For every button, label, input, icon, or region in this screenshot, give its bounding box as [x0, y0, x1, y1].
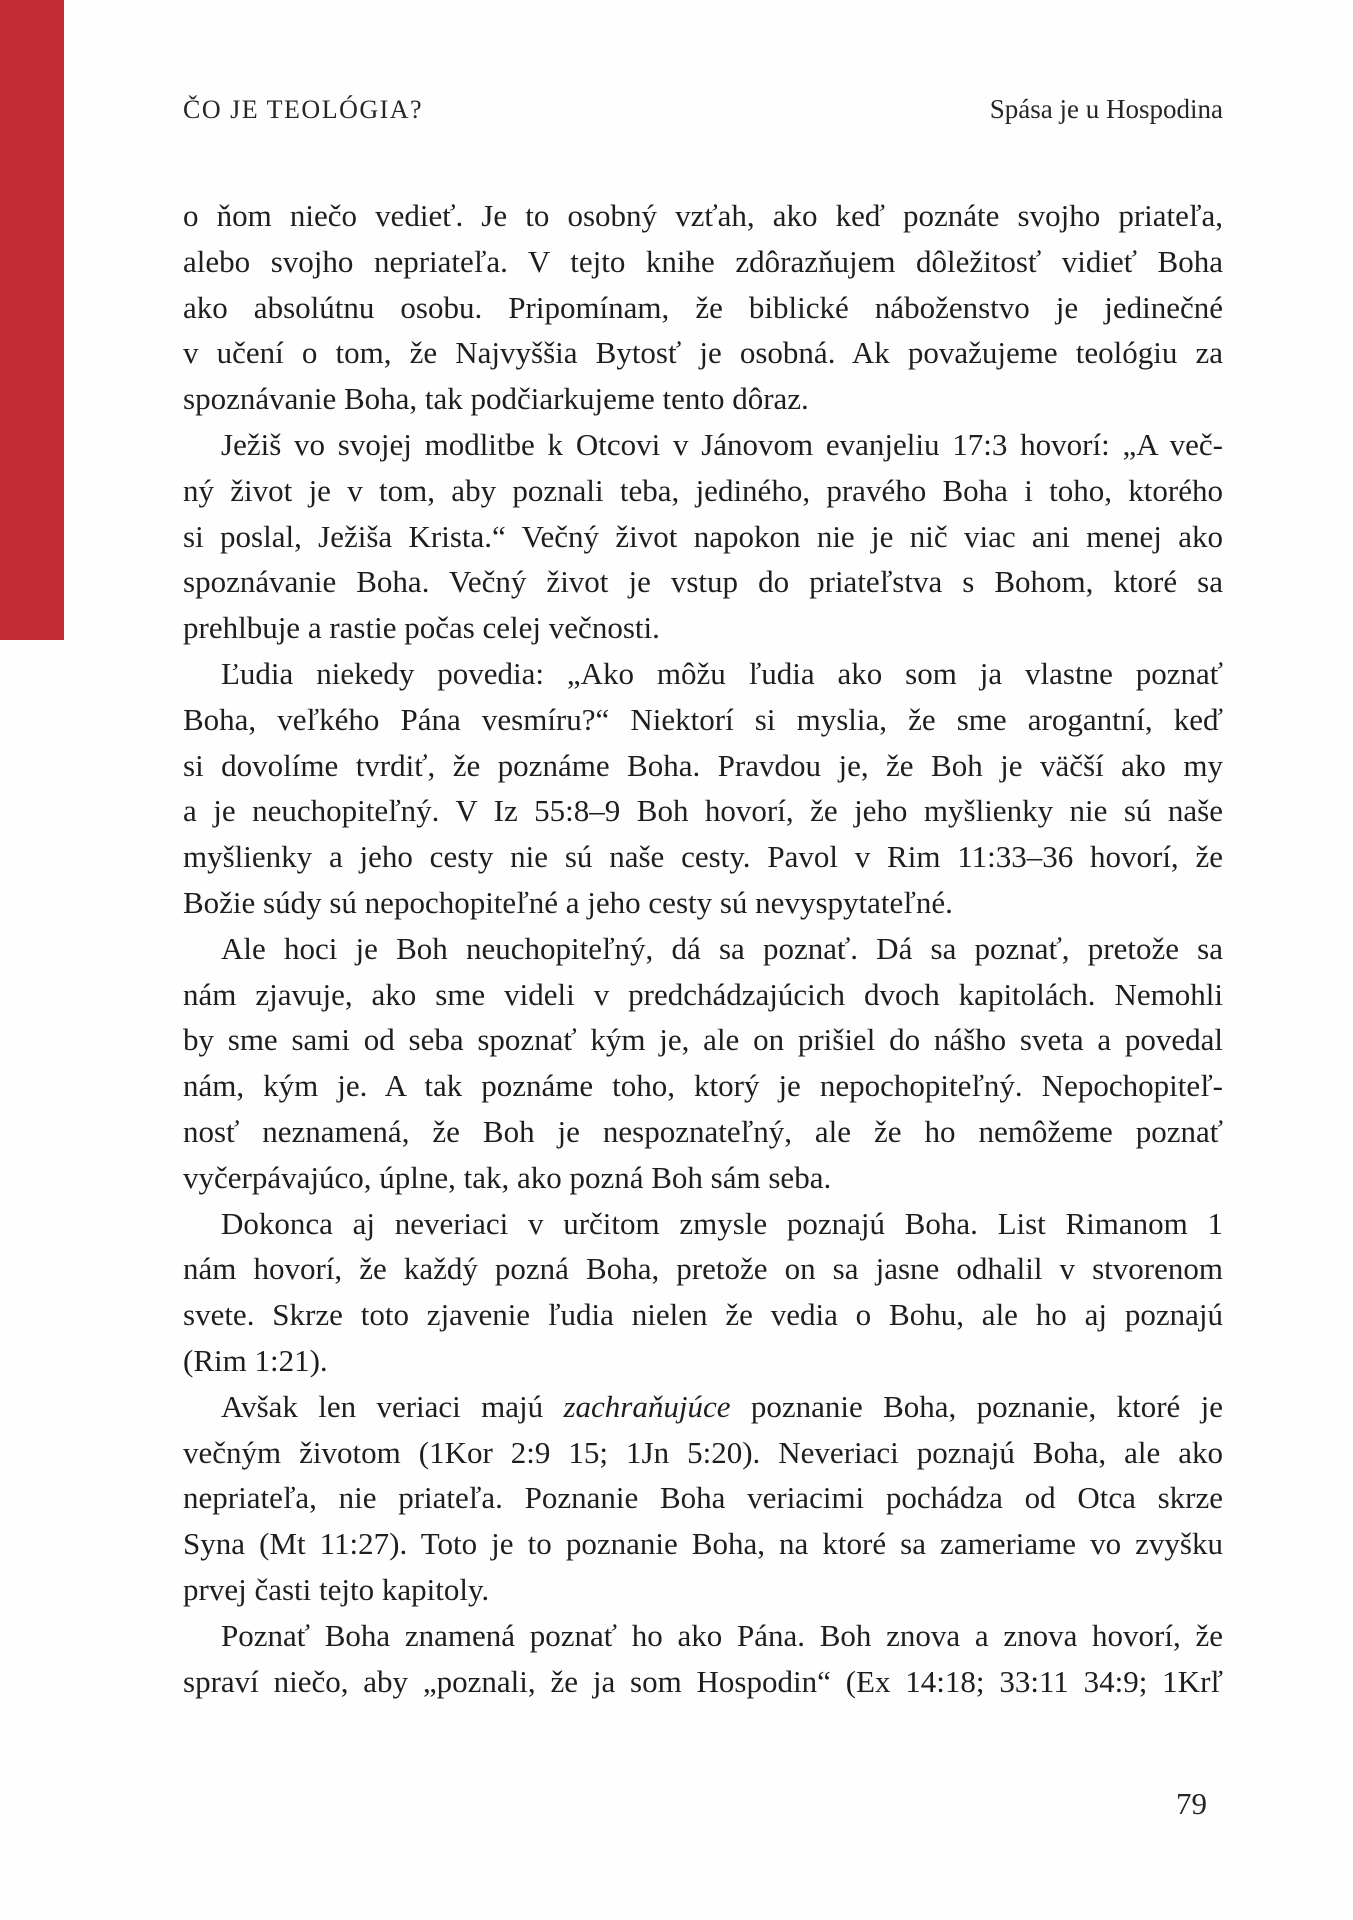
text-line: nám hovorí, že každý pozná Boha, pretože on sa jasne odhalil v stvorenom [183, 1251, 1223, 1287]
text-line: alebo svojho nepriateľa. V tejto knihe zdôrazňujem dôležitosť vidieť Boha [183, 243, 1223, 279]
text-line: nepriateľa, nie priateľa. Poznanie Boha veriacimi pochádza od Otca skrze [183, 1480, 1223, 1516]
text-line: si poslal, Ježiša Krista.“ Večný život napokon nie je nič viac ani menej ako [183, 518, 1223, 554]
text-line: spoznávanie Boha. Večný život je vstup do priateľstva s Bohom, ktoré sa [183, 564, 1223, 600]
page-header [183, 94, 1223, 125]
page-number: 79 [1176, 1786, 1207, 1821]
text-line: Božie súdy sú nepochopiteľné a jeho cesty sú nevyspytateľné. [183, 884, 953, 920]
text-line: svete. Skrze toto zjavenie ľudia nielen že vedia o Bohu, ale ho aj poznajú [183, 1297, 1223, 1333]
text-line: a je neuchopiteľný. V Iz 55:8–9 Boh hovorí, že jeho myšlienky nie sú naše [183, 793, 1223, 829]
text-line: Syna (Mt 11:27). Toto je to poznanie Boha, na ktoré sa zameriame vo zvyšku [183, 1526, 1223, 1562]
red-bookmark-ribbon [0, 0, 64, 640]
running-head-chapter: ČO JE TEOLÓGIA? [183, 95, 424, 124]
text-line: spraví niečo, aby „poznali, že ja som Hospodin“ (Ex 14:18; 33:11 34:9; 1Krľ [183, 1663, 1223, 1699]
text-line: si dovolíme tvrdiť, že poznáme Boha. Pravdou je, že Boh je väčší ako my [183, 747, 1223, 783]
text-line: Avšak len veriaci majú zachraňujúce poznanie Boha, poznanie, ktoré je [221, 1388, 1223, 1424]
body-text [183, 193, 1223, 1704]
text-line: ný život je v tom, aby poznali teba, jediného, pravého Boha i toho, ktorého [183, 472, 1223, 508]
text-line: (Rim 1:21). [183, 1342, 328, 1378]
text-line: nám zjavuje, ako sme videli v predchádzajúcich dvoch kapitolách. Nemohli [183, 976, 1223, 1012]
text-line: vyčerpávajúco, úplne, tak, ako pozná Boh sám seba. [183, 1159, 832, 1195]
text-line: nosť neznamená, že Boh je nespoznateľný, ale že ho nemôžeme poznať [183, 1113, 1223, 1149]
text-line: Ježiš vo svojej modlitbe k Otcovi v Jánovom evanjeliu 17:3 hovorí: „A več- [221, 426, 1223, 462]
text-line: by sme sami od seba spoznať kým je, ale on prišiel do nášho sveta a povedal [183, 1022, 1223, 1058]
text-line: Dokonca aj neveriaci v určitom zmysle poznajú Boha. List Rimanom 1 [221, 1205, 1223, 1241]
text-line: prehlbuje a rastie počas celej večnosti. [183, 610, 660, 646]
text-line: myšlienky a jeho cesty nie sú naše cesty. Pavol v Rim 11:33–36 hovorí, že [183, 839, 1223, 875]
text-line: o ňom niečo vedieť. Je to osobný vzťah, ako keď poznáte svojho priateľa, [183, 198, 1223, 233]
text-line: nám, kým je. A tak poznáme toho, ktorý je nepochopiteľný. Nepochopiteľ- [183, 1068, 1223, 1104]
text-line: Boha, veľkého Pána vesmíru?“ Niektorí si myslia, že sme arogantní, keď [183, 701, 1223, 737]
text-line: spoznávanie Boha, tak podčiarkujeme tento dôraz. [183, 381, 809, 417]
text-line: večným životom (1Kor 2:9 15; 1Jn 5:20). Neveriaci poznajú Boha, ale ako [183, 1434, 1223, 1470]
text-line: Poznať Boha znamená poznať ho ako Pána. Boh znova a znova hovorí, že [221, 1617, 1223, 1653]
text-line: prvej časti tejto kapitoly. [183, 1571, 490, 1607]
text-line: ako absolútnu osobu. Pripomínam, že biblické náboženstvo je jedinečné [183, 289, 1223, 325]
running-head-section: Spása je u Hospodina [989, 94, 1223, 124]
text-line: Ľudia niekedy povedia: „Ako môžu ľudia ako som ja vlastne poznať [221, 655, 1223, 691]
text-line: Ale hoci je Boh neuchopiteľný, dá sa poznať. Dá sa poznať, pretože sa [221, 930, 1223, 966]
text-line: v učení o tom, že Najvyššia Bytosť je osobná. Ak považujeme teológiu za [183, 335, 1223, 371]
